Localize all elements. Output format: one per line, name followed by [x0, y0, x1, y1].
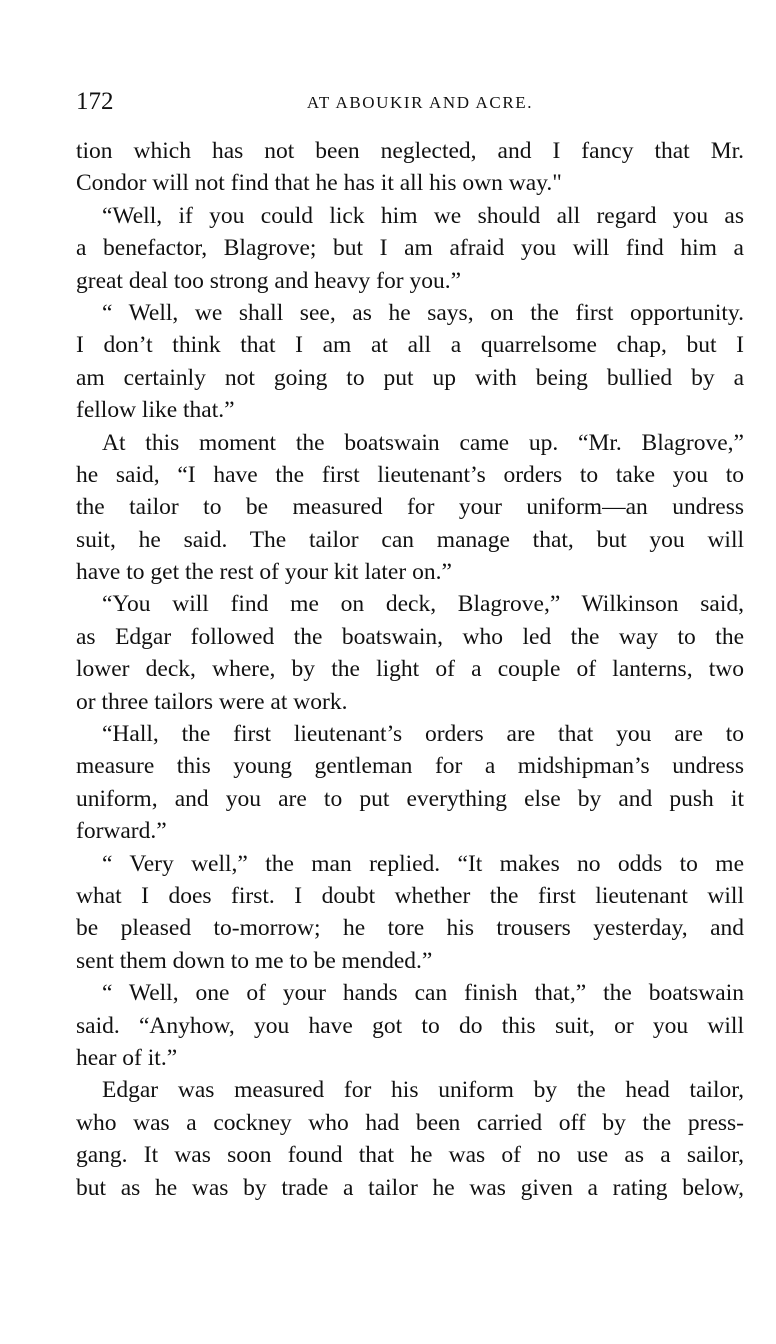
text-line: “ Well, one of your hands can finish that,” the boatswain [102, 980, 744, 1007]
text-line: tion which has not been neglected, and I fancy that Mr. [76, 138, 744, 164]
text-line: gang. It was soon found that he was of no use as a sailor, [76, 1142, 744, 1169]
text-line: or three tailors were at work. [76, 688, 348, 715]
page-number: 172 [76, 88, 114, 115]
text-line: “You will find me on deck, Blagrove,” Wilkinson said, [102, 591, 744, 618]
text-line: who was a cockney who had been carried off by the press- [76, 1109, 744, 1136]
text-line: fellow like that.” [76, 397, 235, 424]
text-line: forward.” [76, 818, 167, 845]
text-line: Condor will not find that he has it all his own way." [76, 170, 562, 197]
text-line: a benefactor, Blagrove; but I am afraid you will find him a [76, 235, 744, 262]
text-line: lower deck, where, by the light of a couple of lanterns, two [76, 656, 744, 683]
text-line: said. “Anyhow, you have got to do this suit, or you will [76, 1012, 744, 1039]
running-head [76, 86, 744, 118]
text-line: “Well, if you could lick him we should all regard you as [102, 202, 744, 229]
text-line: uniform, and you are to put everything else by and push it [76, 785, 744, 812]
text-line: am certainly not going to put up with being bullied by a [76, 364, 744, 391]
text-line: the tailor to be measured for your uniform—an undress [76, 494, 744, 521]
text-line: measure this young gentleman for a midshipman’s undress [76, 753, 744, 780]
text-line: but as he was by trade a tailor he was given a rating below, [76, 1174, 744, 1201]
text-line: sent them down to me to be mended.” [76, 947, 433, 974]
text-line: “ Well, we shall see, as he says, on the first opportunity. [102, 299, 744, 326]
text-line: “Hall, the first lieutenant’s orders are that you are to [102, 721, 744, 748]
text-line: Edgar was measured for his uniform by the head tailor, [102, 1077, 744, 1104]
text-line: have to get the rest of your kit later on.” [76, 559, 452, 586]
text-line: I don’t think that I am at all a quarrelsome chap, but I [76, 332, 744, 359]
text-line: great deal too strong and heavy for you.” [76, 267, 462, 294]
text-line: “ Very well,” the man replied. “It makes no odds to me [102, 850, 744, 877]
text-line: he said, “I have the first lieutenant’s orders to take you to [76, 461, 744, 488]
text-line: hear of it.” [76, 1044, 178, 1071]
body-text [76, 135, 744, 1204]
text-line: suit, he said. The tailor can manage that, but you will [76, 526, 744, 553]
text-line: as Edgar followed the boatswain, who led the way to the [76, 623, 744, 650]
text-line: be pleased to-morrow; he tore his trousers yesterday, and [76, 915, 744, 942]
text-line: At this moment the boatswain came up. “Mr. Blagrove,” [102, 429, 744, 456]
running-title: AT ABOUKIR AND ACRE. [306, 93, 534, 112]
text-line: what I does first. I doubt whether the first lieutenant will [76, 882, 744, 909]
